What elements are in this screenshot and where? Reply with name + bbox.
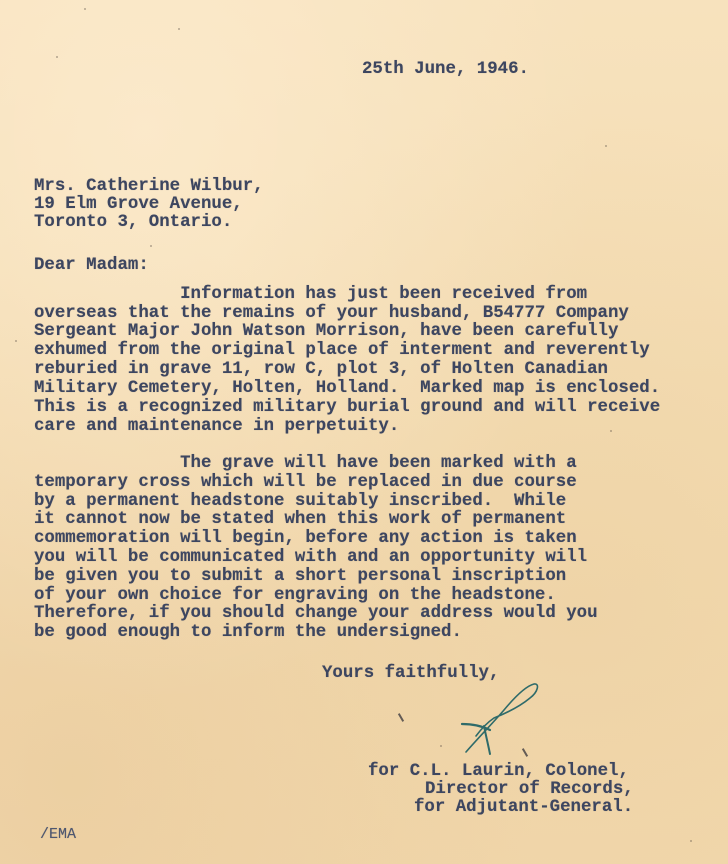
paragraph-line: reburied in grave 11, row C, plot 3, of Holten Canadian [34,360,608,379]
signatory-office: for Adjutant-General. [414,798,634,817]
paper-speck [15,340,17,342]
paragraph-line: temporary cross which will be replaced in due course [34,473,577,492]
letter-date: 25th June, 1946. [362,60,529,79]
paragraph-line: Information has just been received from [34,285,588,304]
closing: Yours faithfully, [322,664,500,683]
paper-speck [84,8,86,10]
signatory-title: Director of Records, [425,780,634,799]
recipient-name: Mrs. Catherine Wilbur, [34,177,264,196]
paragraph-line: of your own choice for engraving on the headstone. [34,586,556,605]
handwritten-signature [452,680,552,760]
paragraph-line: commemoration will begin, before any action is taken [34,529,577,548]
paragraph-line: Military Cemetery, Holten, Holland. Marked map is enclosed. [34,379,661,398]
paper-speck [610,430,612,432]
recipient-city: Toronto 3, Ontario. [34,213,233,232]
paragraph-line: Therefore, if you should change your address would you [34,604,598,623]
paper-speck [690,840,692,842]
signatory-line: for C.L. Laurin, Colonel, [368,762,629,781]
paragraph-line: care and maintenance in perpetuity. [34,417,400,436]
paragraph-line: overseas that the remains of your husband, B54777 Company [34,304,629,323]
paper-speck [56,56,58,58]
paper-mark [398,713,404,722]
paragraph-line: This is a recognized military burial ground and will receive [34,398,661,417]
paragraph-line: Sergeant Major John Watson Morrison, have been carefully [34,322,619,341]
paragraph-line: be good enough to inform the undersigned. [34,623,462,642]
paragraph-line: exhumed from the original place of interment and reverently [34,341,650,360]
paper-speck [605,145,607,147]
reference-initials: /EMA [40,826,77,843]
paper-speck [178,28,180,30]
paragraph-line: you will be communicated with and an opportunity will [34,548,588,567]
paragraph-line: by a permanent headstone suitably inscribed. While [34,492,567,511]
recipient-street: 19 Elm Grove Avenue, [34,195,243,214]
paper-speck [150,245,152,247]
paragraph-line: it cannot now be stated when this work of permanent [34,510,567,529]
paragraph-line: be given you to submit a short personal inscription [34,567,567,586]
paragraph-line: The grave will have been marked with a [34,454,577,473]
paper-speck [440,745,442,747]
salutation: Dear Madam: [34,256,149,275]
